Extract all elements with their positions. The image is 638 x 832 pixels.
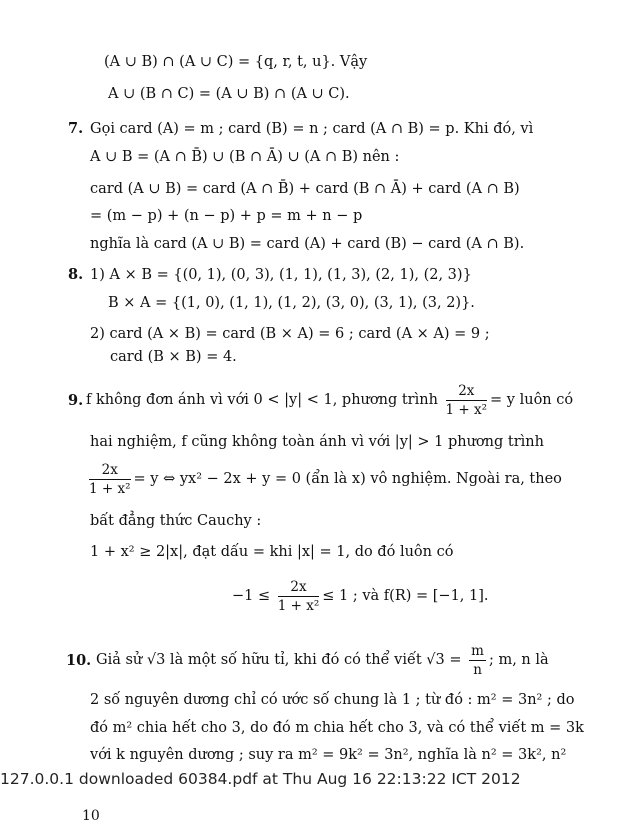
fraction-numerator: 2x	[278, 579, 320, 597]
fraction-numerator: m	[471, 642, 484, 659]
fraction	[469, 643, 486, 678]
fraction	[89, 462, 131, 497]
text-segment: ≤ 1 ; và f(R) = [−1, 1].	[322, 588, 489, 604]
fraction	[446, 383, 488, 418]
text-segment: = y ⇔ yx² − 2x + y = 0 (ẩn là x) vô nghiệm. Ngoài ra, theo	[133, 471, 562, 487]
text-segment: Giả sử √3 là một số hữu tỉ, khi đó có thể viết √3 =	[96, 652, 462, 668]
text-line: nghĩa là card (A ∪ B) = card (A) + card (B) − card (A ∩ B).	[90, 236, 525, 252]
text-segment: −1 ≤	[232, 588, 271, 604]
text-line: card (A ∪ B) = card (A ∩ B̄) + card (B ∩ Ā) + card (A ∩ B)	[90, 181, 520, 197]
text-line: Gọi card (A) = m ; card (B) = n ; card (A ∩ B) = p. Khi đó, vì	[90, 121, 534, 137]
fraction-numerator: 2x	[89, 462, 131, 480]
text-line: đó m² chia hết cho 3, do đó m chia hết cho 3, và có thể viết m = 3k	[90, 720, 584, 736]
fraction	[278, 579, 320, 614]
text-line: 2 số nguyên dương chỉ có ước số chung là 1 ; từ đó : m² = 3n² ; do	[90, 692, 575, 708]
item-number: 7.	[68, 120, 84, 137]
text-line: 2) card (A × B) = card (B × A) = 6 ; card (A × A) = 9 ;	[90, 326, 490, 342]
text-line: 1) A × B = {(0, 1), (0, 3), (1, 1), (1, 3), (2, 1), (2, 3)}	[90, 267, 472, 283]
text-segment: ; m, n là	[488, 652, 549, 668]
text-line: B × A = {(1, 0), (1, 1), (1, 2), (3, 0), (3, 1), (3, 2)}.	[108, 295, 475, 311]
text-line	[96, 642, 549, 678]
text-line: hai nghiệm, f cũng không toàn ánh vì với |y| > 1 phương trình	[90, 434, 544, 450]
text-line: (A ∪ B) ∩ (A ∪ C) = {q, r, t, u}. Vậy	[104, 54, 368, 70]
fraction-denominator: 1 + x²	[445, 401, 488, 418]
item-number: 10.	[66, 652, 92, 669]
text-line: với k nguyên dương ; suy ra m² = 9k² = 3n², nghĩa là n² = 3k², n²	[90, 747, 567, 763]
text-line: = (m − p) + (n − p) + p = m + n − p	[90, 208, 363, 224]
text-line: card (B × B) = 4.	[110, 349, 237, 365]
text-line	[86, 382, 573, 418]
fraction-denominator: 1 + x²	[89, 480, 131, 497]
text-line: A ∪ (B ∩ C) = (A ∪ B) ∩ (A ∪ C).	[108, 86, 350, 102]
item-number: 9.	[68, 392, 84, 409]
text-segment: = y luôn có	[490, 392, 574, 408]
text-segment: f không đơn ánh vì với 0 < |y| < 1, phương trình	[86, 392, 438, 408]
text-line	[232, 578, 489, 614]
page-number: 10	[82, 808, 100, 824]
fraction-denominator: n	[473, 661, 482, 678]
fraction-numerator: 2x	[446, 383, 488, 401]
text-line	[86, 461, 562, 497]
text-line: 1 + x² ≥ 2|x|, đạt dấu = khi |x| = 1, do đó luôn có	[90, 544, 454, 560]
text-line: A ∪ B = (A ∩ B̄) ∪ (B ∩ Ā) ∪ (A ∩ B) nên :	[90, 149, 400, 165]
watermark: 127.0.0.1 downloaded 60384.pdf at Thu Aug 16 22:13:22 ICT 2012	[0, 770, 521, 788]
item-number: 8.	[68, 266, 84, 283]
fraction-denominator: 1 + x²	[277, 597, 320, 614]
text-line: bất đẳng thức Cauchy :	[90, 513, 262, 529]
